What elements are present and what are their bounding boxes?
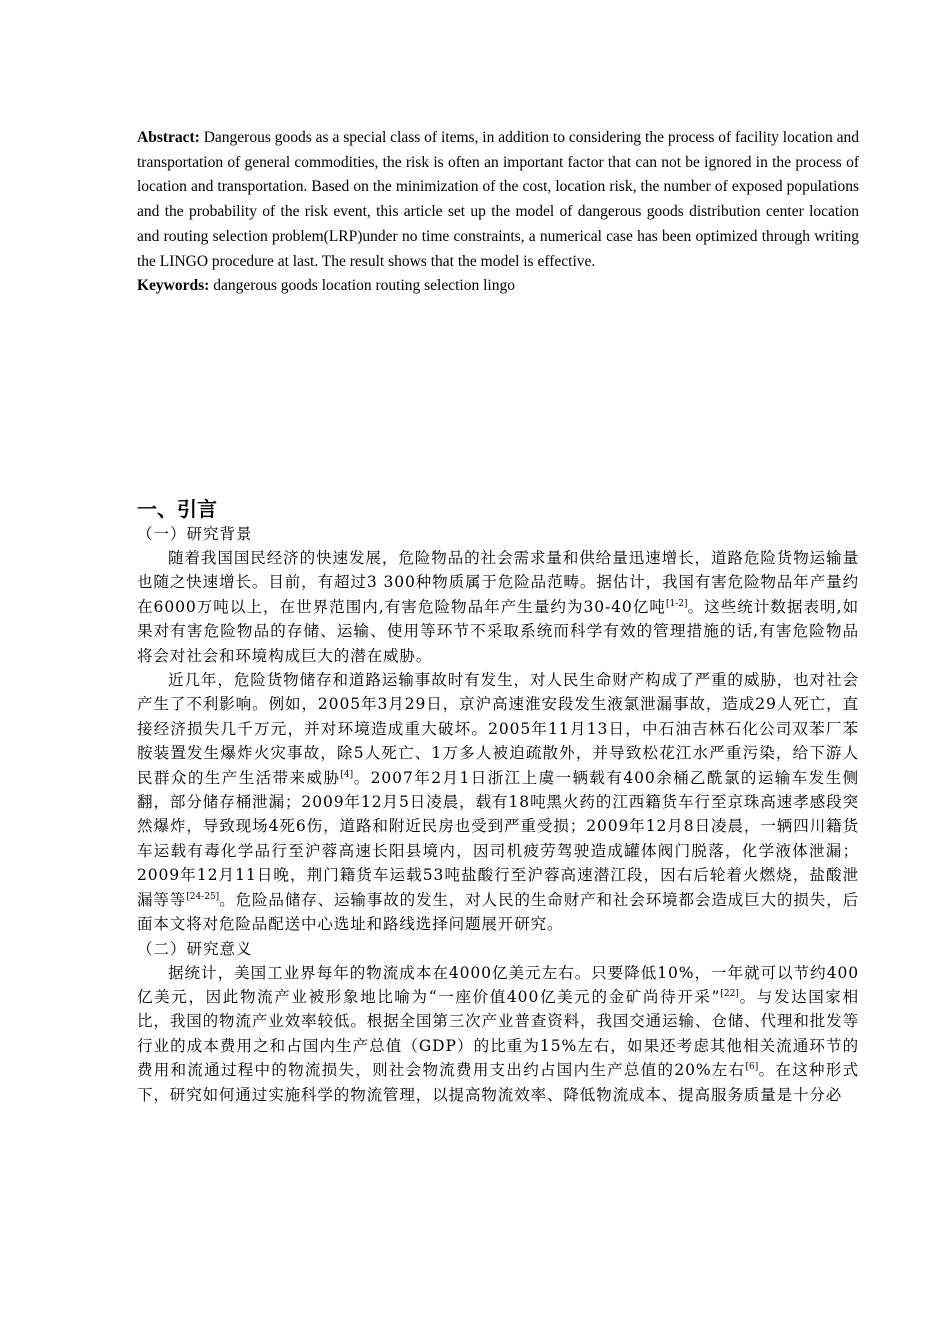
citation: [4] xyxy=(340,769,354,780)
paragraph-1-text: 随着我国国民经济的快速发展，危险物品的社会需求量和供给量迅速增长，道路危险货物运输量也随之快速增长。目前，有超过3 300种物质属于危险品范畴。据估计，我国有害危险物品年产量约在6000万吨以上，在世界范围内,有害危险物品年产生量约为30-40亿吨 xyxy=(137,549,859,616)
section-title: 一、引言 xyxy=(137,497,217,521)
keywords-paragraph xyxy=(137,274,859,299)
paragraph-2-text-end: 。危险品储存、运输事故的发生，对人民的生命财产和社会环境都会造成巨大的损失，后面本文将对危险品配送中心选址和路线选择问题展开研究。 xyxy=(137,890,859,934)
paragraph-2-text: 近几年，危险货物储存和道路运输事故时有发生，对人民生命财产构成了严重的威胁，也对社会产生了不利影响。例如，2005年3月29日，京沪高速淮安段发生液氯泄漏事故，造成29人死亡，直接经济损失几千万元，并对环境造成重大破坏。2005年11月13日，中石油吉林石化公司双苯厂苯胺装置发生爆炸火灾事故，除5人死亡、1万多人被迫疏散外，并导致松花江水严重污染，给下游人民群众的生产生活带来威胁 xyxy=(137,671,859,787)
abstract-label: Abstract: xyxy=(137,129,200,146)
paragraph-3-text-end: 。在这种形式下，研究如何通过实施科学的物流管理，以提高物流效率、降低物流成本、提高服务质量是十分必 xyxy=(137,1061,859,1104)
abstract-paragraph xyxy=(137,126,859,274)
paragraph-1-text-cont: 。这些统计数据表明,如果对有害危险物品的存储、运输、使用等环节不采取系统而科学有效的管理措施的话,有害危险物品将会对社会和环境构成巨大的潜在威胁。 xyxy=(137,597,859,665)
abstract-block xyxy=(137,126,859,299)
subsection-background-title: （一）研究背景 xyxy=(137,525,253,543)
paragraph-1 xyxy=(137,546,859,668)
abstract-text: Dangerous goods as a special class of items, in addition to considering the process of facility location and transportation of general commodities, the risk is often an important factor that can not be ignored in the process of location and transportation. Based on the minimization of the cost, location risk, the number of exposed populations and the probability of the risk event, this article set up the model of dangerous goods distribution center location and routing selection problem(LRP)under no time constraints, a numerical case has been optimized through writing the LINGO procedure at last. The result shows that the model is effective. xyxy=(137,129,859,270)
paragraph-3-text-cont: 。与发达国家相比，我国的物流产业效率较低。根据全国第三次产业普查资料，我国交通运输、仓储、代理和批发等行业的成本费用之和占国内生产总值（GDP）的比重为15%左右，如果还考虑其他相关流通环节的费用和流通过程中的物流损失，则社会物流费用支出约占国内生产总值的20%左右 xyxy=(137,987,859,1080)
paragraph-3 xyxy=(137,961,859,1107)
main-body xyxy=(137,496,859,1107)
keywords-text: dangerous goods location routing selection lingo xyxy=(209,277,515,295)
citation: [22] xyxy=(720,988,739,999)
paragraph-2-text-cont: 。2007年2月1日浙江上虞一辆载有400余桶乙酰氯的运输车发生侧翻，部分储存桶泄漏；2009年12月5日凌晨，载有18吨黑火药的江西籍货车行至京珠高速孝感段突然爆炸，导致现场4死6伤，道路和附近民房也受到严重受损；2009年12月8日凌晨，一辆四川籍货车运载有毒化学品行至沪蓉高速长阳县境内，因司机疲劳驾驶造成罐体阀门脱落，化学液体泄漏；2009年12月11日晚，荆门籍货车运载53吨盐酸行至沪蓉高速潜江段，因右后轮着火燃烧，盐酸泄漏等等 xyxy=(137,768,859,909)
citation: [24-25] xyxy=(186,891,220,902)
keywords-label: Keywords: xyxy=(137,277,210,295)
paragraph-2 xyxy=(137,668,859,936)
subsection-significance-title: （二）研究意义 xyxy=(137,939,253,958)
citation: [1-2] xyxy=(665,598,688,609)
citation: [6] xyxy=(745,1061,759,1072)
paragraph-3-text: 据统计，美国工业界每年的物流成本在4000亿美元左右。只要降低10%，一年就可以节约400亿美元，因此物流产业被形象地比喻为“一座价值400亿美元的金矿尚待开采” xyxy=(137,963,859,1006)
